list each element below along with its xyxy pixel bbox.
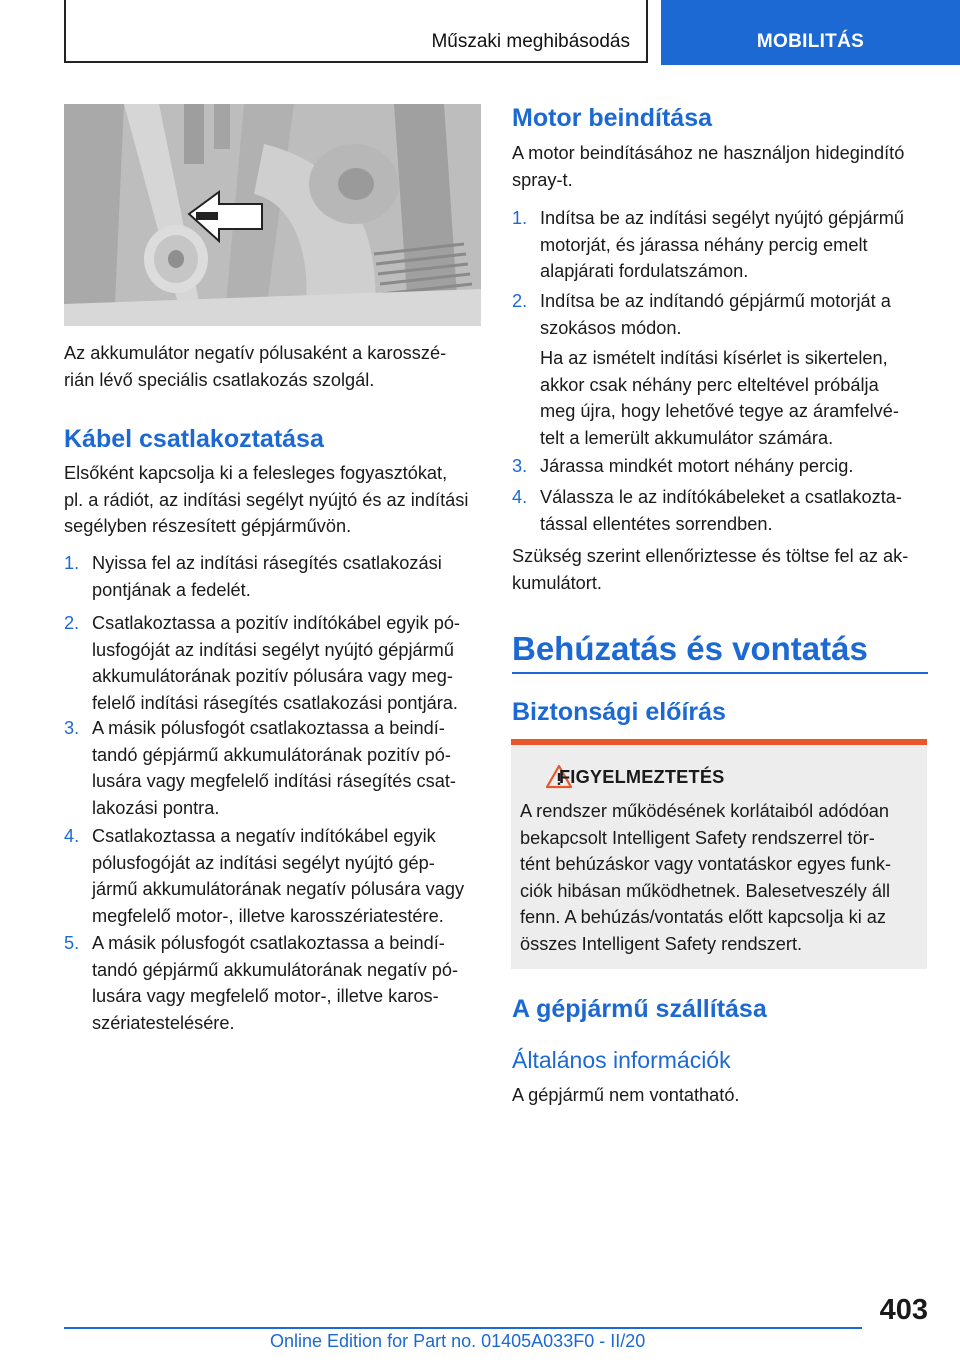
warning-bar	[511, 739, 927, 745]
chapter-tab: MOBILITÁS	[661, 0, 960, 65]
step-text: Nyissa fel az indítási rásegítés csatlakozási pontjának a fedelét.	[92, 553, 442, 600]
engine-photo	[64, 104, 481, 326]
edition-note: Online Edition for Part no. 01405A033F0 - II/20	[270, 1331, 646, 1351]
step-text: A másik pólusfogót csatlakoztassa a beindí- tandó gépjármű akkumulátorának pozitív pó- lusára vagy megfelelő indítási rásegítés csat- lakozási pontra.	[92, 718, 456, 818]
step-text: Indítsa be az indítandó gépjármű motorját a szokásos módon.	[540, 291, 891, 338]
general-info-text: A gépjármű nem vontatható.	[512, 1085, 740, 1105]
step-text: Csatlakoztassa a pozitív indítókábel egyik pó- lusfogóját az indítási segélyt nyújtó gépjármű akkumulátorának pozitív pólusára vagy meg- felelő indítási rásegítés csatlakozási pontjára.	[92, 613, 460, 713]
heading-towing: Behúzatás és vontatás	[512, 630, 868, 667]
step-number: 4.	[512, 487, 528, 507]
section-title: Műszaki meghibásodás	[431, 31, 630, 52]
battery-note: Szükség szerint ellenőriztesse és töltse fel az ak- kumulátort.	[512, 546, 909, 593]
heading-safety: Biztonsági előírás	[512, 698, 726, 726]
step-number: 1.	[64, 553, 80, 573]
heading-cable-connect: Kábel csatlakoztatása	[64, 425, 324, 453]
step-number: 5.	[64, 933, 80, 953]
step-text: Indítsa be az indítási segélyt nyújtó gépjármű motorját, és járassa néhány percig emelt alapjárati fordulatszámon.	[540, 208, 904, 281]
warning-text: A rendszer működésének korlátaiból adódóan bekapcsolt Intelligent Safety rendszerrel tör- tént behúzáskor vagy vontatáskor egyes funk- ciók hibásan működhetnek. Balesetveszély áll fenn. A behúzás/vontatás előtt kapcsolja ki az összes Intelligent Safety rendszert.	[520, 801, 892, 954]
cable-intro: Elsőként kapcsolja ki a felesleges fogyasztókat, pl. a rádiót, az indítási segélyt nyújtó és az indítási segélyben részesített gépjárművön.	[64, 463, 469, 536]
footer-rule	[64, 1327, 862, 1329]
step-number: 3.	[64, 718, 80, 738]
step-text: A másik pólusfogót csatlakoztassa a beindí- tandó gépjármű akkumulátorának negatív pó- lusára vagy megfelelő motor-, illetve karos- szériatestelésére.	[92, 933, 458, 1033]
page-number: 403	[879, 1294, 928, 1326]
step-text: Ha az ismételt indítási kísérlet is sikertelen, akkor csak néhány perc elteltével próbálja meg újra, hogy lehetővé tegye az áramfelvé- telt a lemerült akkumulátor számára.	[540, 348, 899, 448]
step-number: 3.	[512, 456, 528, 476]
step-number: 4.	[64, 826, 80, 846]
step-number: 1.	[512, 208, 528, 228]
step-text: Csatlakoztassa a negatív indítókábel egyik pólusfogóját az indítási segélyt nyújtó gép- jármű akkumulátorának negatív pólusára vagy megfelelő motor-, illetve karosszériatestére.	[92, 826, 465, 926]
step-number: 2.	[512, 291, 528, 311]
heading-transport: A gépjármű szállítása	[512, 995, 767, 1023]
step-text: Válassza le az indítókábeleket a csatlakozta- tással ellentétes sorrendben.	[540, 487, 902, 534]
image-caption: Az akkumulátor negatív pólusaként a karosszé- rián lévő speciális csatlakozás szolgál.	[64, 343, 447, 390]
heading-general-info: Általános információk	[512, 1047, 731, 1073]
heading-engine-start: Motor beindítása	[512, 104, 713, 132]
engine-start-intro: A motor beindításához ne használjon hidegindító spray-t.	[512, 143, 905, 190]
step-number: 2.	[64, 613, 80, 633]
step-text: Járassa mindkét motort néhány percig.	[540, 456, 854, 476]
warning-title: FIGYELMEZTETÉS	[559, 767, 725, 787]
towing-divider	[512, 672, 928, 674]
